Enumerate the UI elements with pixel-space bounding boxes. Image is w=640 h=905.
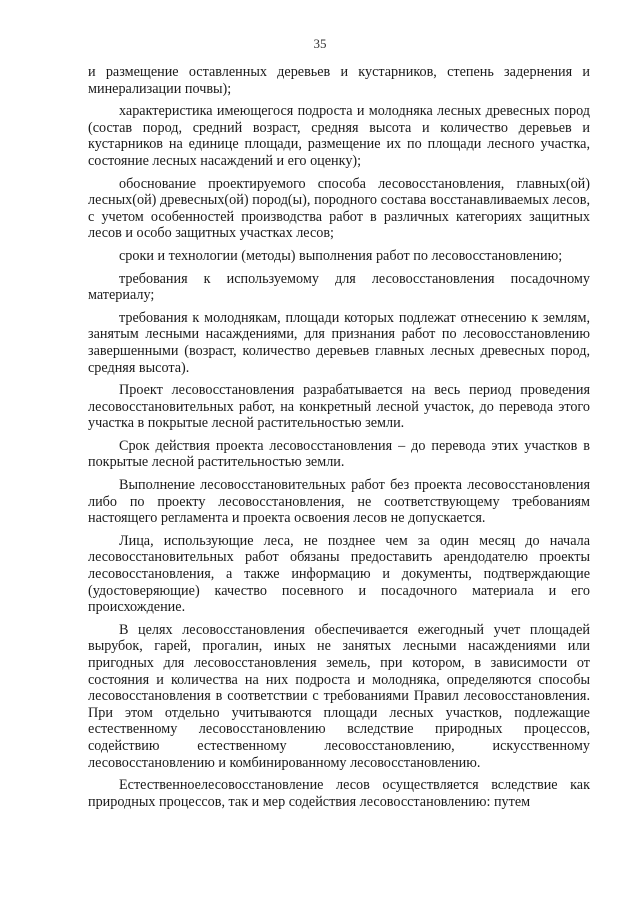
paragraph-method-justification: обоснование проектируемого способа лесовосстановления, главных(ой) лесных(ой) древесных(ой) пород(ы), породного состава восстанавливаемых лесов, с учетом особенностей производства работ в различных категориях защитных лесов и особо защитных участках лесов; <box>88 175 590 242</box>
paragraph-soil-condition: и размещение оставленных деревьев и кустарников, степень задернения и минерализации почвы); <box>88 64 590 97</box>
paragraph-works-without-project: Выполнение лесовосстановительных работ без проекта лесовосстановления либо по проекту лесовосстановления, не соответствующему требованиям настоящего регламента и проекта освоения лесов не допускается. <box>88 477 590 527</box>
document-body <box>88 64 590 816</box>
paragraph-documents-submission: Лица, использующие леса, не позднее чем за один месяц до начала лесовосстановительных работ обязаны предоставить арендодателю проекты лесовосстановления, а также информацию и документы, подтверждающие (удостоверяющие) качество посевного и посадочного материала и его происхождение. <box>88 532 590 616</box>
paragraph-annual-accounting: В целях лесовосстановления обеспечивается ежегодный учет площадей вырубок, гарей, прогалин, иных не занятых лесными насаждениями или пригодных для лесовосстановления земель, при котором, в зависимости от состояния и количества на них подроста и молодняка, определяются способы лесовосстановления в соответствии с требованиями Правил лесовосстановления. При этом отдельно учитываются площади лесных участков, подлежащие естественному лесовосстановлению вследствие природных процессов, содействию естественному лесовосстановлению, искусственному лесовосстановлению и комбинированному лесовосстановлению. <box>88 621 590 771</box>
paragraph-project-period: Проект лесовосстановления разрабатывается на весь период проведения лесовосстановительных работ, на конкретный лесной участок, до перевода этого участка в покрытые лесной растительностью земли. <box>88 382 590 432</box>
paragraph-natural-reforestation: Естественноелесовосстановление лесов осуществляется вследствие как природных процессов, так и мер содействия лесовосстановлению: путем <box>88 777 590 810</box>
paragraph-timing-technology: сроки и технологии (методы) выполнения работ по лесовосстановлению; <box>119 247 563 264</box>
paragraph-young-stand-requirements: требования к молоднякам, площади которых подлежат отнесению к землям, занятым лесными насаждениями, для признания работ по лесовосстановлению завершенными (возраст, количество деревьев главных лесных древесных пород, средняя высота). <box>88 309 590 376</box>
paragraph-planting-material-requirements: требования к используемому для лесовосстановления посадочному материалу; <box>88 270 590 304</box>
paragraph-project-validity: Срок действия проекта лесовосстановления – до перевода этих участков в покрытые лесной растительностью земли. <box>88 437 590 471</box>
page-number: 35 <box>313 36 327 51</box>
paragraph-undergrowth-characteristics: характеристика имеющегося подроста и молодняка лесных древесных пород (состав пород, средний возраст, средняя высота и количество деревьев и кустарников на единице площади, размещение их по площади лесного участка, состояние лесных насаждений и его оценку); <box>88 103 590 169</box>
